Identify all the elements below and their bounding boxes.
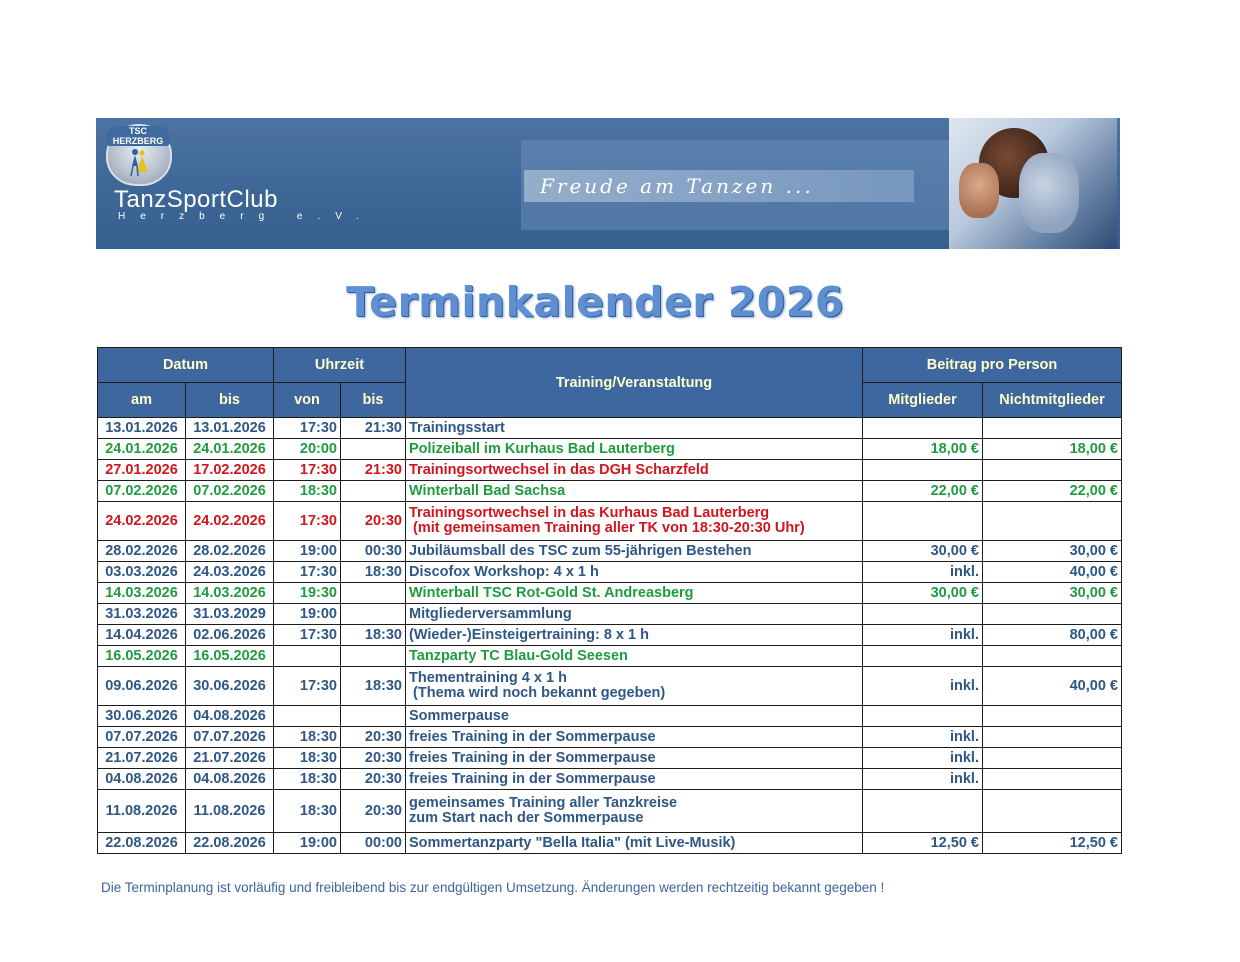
time-to-cell: 20:30	[341, 727, 406, 748]
member-fee-cell: inkl.	[863, 562, 983, 583]
date-to-cell: 02.06.2026	[186, 625, 274, 646]
event-title: Jubiläumsball des TSC zum 55-jährigen Bestehen	[409, 542, 752, 559]
time-to-cell: 20:30	[341, 748, 406, 769]
date-from-cell: 16.05.2026	[98, 646, 186, 667]
dancers-photo	[949, 118, 1117, 249]
date-from-cell: 24.02.2026	[98, 502, 186, 541]
header-training: Training/Veranstaltung	[406, 348, 863, 418]
date-from-cell: 21.07.2026	[98, 748, 186, 769]
event-title: Sommerpause	[409, 707, 509, 724]
slogan: Freude am Tanzen ...	[540, 174, 814, 198]
time-to-cell	[341, 481, 406, 502]
date-to-cell: 24.02.2026	[186, 502, 274, 541]
time-from-cell: 19:30	[274, 583, 341, 604]
date-from-cell: 22.08.2026	[98, 833, 186, 854]
time-to-cell: 18:30	[341, 667, 406, 706]
date-to-cell: 31.03.2029	[186, 604, 274, 625]
member-fee-cell	[863, 502, 983, 541]
time-from-cell: 18:30	[274, 769, 341, 790]
date-from-cell: 13.01.2026	[98, 418, 186, 439]
date-from-cell: 04.08.2026	[98, 769, 186, 790]
header-bis-date: bis	[186, 383, 274, 418]
member-fee-cell: inkl.	[863, 625, 983, 646]
table-row	[98, 562, 1122, 583]
table-row	[98, 790, 1122, 833]
event-note: zum Start nach der Sommerpause	[409, 810, 644, 826]
member-fee-cell: 30,00 €	[863, 583, 983, 604]
table-row	[98, 460, 1122, 481]
date-from-cell: 14.04.2026	[98, 625, 186, 646]
event-title: (Wieder-)Einsteigertraining: 8 x 1 h	[409, 626, 649, 643]
table-row	[98, 667, 1122, 706]
date-to-cell: 24.03.2026	[186, 562, 274, 583]
event-cell	[406, 833, 863, 854]
event-cell	[406, 418, 863, 439]
event-title: freies Training in der Sommerpause	[409, 728, 656, 745]
nonmember-fee-cell: 12,50 €	[983, 833, 1122, 854]
event-cell	[406, 604, 863, 625]
time-from-cell	[274, 706, 341, 727]
event-title: Trainingsstart	[409, 419, 505, 436]
member-fee-cell: inkl.	[863, 769, 983, 790]
member-fee-cell: 30,00 €	[863, 541, 983, 562]
time-to-cell: 20:30	[341, 502, 406, 541]
event-cell	[406, 706, 863, 727]
date-from-cell: 09.06.2026	[98, 667, 186, 706]
nonmember-fee-cell: 22,00 €	[983, 481, 1122, 502]
time-to-cell: 18:30	[341, 562, 406, 583]
event-cell	[406, 502, 863, 541]
date-from-cell: 07.07.2026	[98, 727, 186, 748]
club-subtitle: Herzberg e.V.	[118, 211, 374, 222]
member-fee-cell	[863, 706, 983, 727]
table-row	[98, 418, 1122, 439]
header-uhrzeit: Uhrzeit	[274, 348, 406, 383]
time-to-cell	[341, 439, 406, 460]
time-from-cell: 17:30	[274, 667, 341, 706]
nonmember-fee-cell: 40,00 €	[983, 667, 1122, 706]
table-row	[98, 439, 1122, 460]
date-to-cell: 16.05.2026	[186, 646, 274, 667]
time-to-cell	[341, 604, 406, 625]
event-cell	[406, 790, 863, 833]
date-from-cell: 31.03.2026	[98, 604, 186, 625]
date-from-cell: 24.01.2026	[98, 439, 186, 460]
table-row	[98, 583, 1122, 604]
date-to-cell: 07.07.2026	[186, 727, 274, 748]
date-to-cell: 24.01.2026	[186, 439, 274, 460]
event-title: Trainingsortwechsel in das Kurhaus Bad Lauterberg	[409, 505, 770, 521]
time-to-cell	[341, 583, 406, 604]
member-fee-cell	[863, 460, 983, 481]
event-cell	[406, 460, 863, 481]
header-beitrag: Beitrag pro Person	[863, 348, 1122, 383]
table-row	[98, 769, 1122, 790]
nonmember-fee-cell	[983, 706, 1122, 727]
time-from-cell: 19:00	[274, 833, 341, 854]
nonmember-fee-cell	[983, 604, 1122, 625]
member-fee-cell: inkl.	[863, 727, 983, 748]
time-to-cell: 20:30	[341, 790, 406, 833]
table-row	[98, 706, 1122, 727]
time-to-cell	[341, 646, 406, 667]
date-from-cell: 27.01.2026	[98, 460, 186, 481]
member-fee-cell	[863, 604, 983, 625]
event-title: Sommertanzparty "Bella Italia" (mit Live-Musik)	[409, 834, 736, 851]
dancer-icon	[126, 148, 150, 178]
date-from-cell: 30.06.2026	[98, 706, 186, 727]
event-title: Trainingsortwechsel in das DGH Scharzfeld	[409, 461, 709, 478]
nonmember-fee-cell: 18,00 €	[983, 439, 1122, 460]
time-from-cell: 17:30	[274, 562, 341, 583]
event-cell	[406, 748, 863, 769]
date-to-cell: 04.08.2026	[186, 706, 274, 727]
table-row	[98, 604, 1122, 625]
table-row	[98, 502, 1122, 541]
time-from-cell: 17:30	[274, 418, 341, 439]
member-fee-cell	[863, 646, 983, 667]
member-fee-cell: inkl.	[863, 667, 983, 706]
nonmember-fee-cell: 30,00 €	[983, 541, 1122, 562]
table-row	[98, 646, 1122, 667]
date-to-cell: 30.06.2026	[186, 667, 274, 706]
header-banner	[96, 118, 1120, 249]
event-cell	[406, 562, 863, 583]
event-title: Mitgliederversammlung	[409, 605, 572, 622]
time-to-cell: 18:30	[341, 625, 406, 646]
member-fee-cell: 22,00 €	[863, 481, 983, 502]
time-to-cell: 21:30	[341, 460, 406, 481]
event-title: Discofox Workshop: 4 x 1 h	[409, 563, 599, 580]
header-datum: Datum	[98, 348, 274, 383]
nonmember-fee-cell	[983, 460, 1122, 481]
time-from-cell: 18:30	[274, 727, 341, 748]
time-to-cell: 00:30	[341, 541, 406, 562]
time-from-cell: 18:30	[274, 481, 341, 502]
table-body	[98, 418, 1122, 854]
nonmember-fee-cell	[983, 748, 1122, 769]
time-from-cell: 20:00	[274, 439, 341, 460]
date-to-cell: 04.08.2026	[186, 769, 274, 790]
member-fee-cell	[863, 418, 983, 439]
event-title: freies Training in der Sommerpause	[409, 770, 656, 787]
event-title: Winterball TSC Rot-Gold St. Andreasberg	[409, 584, 694, 601]
nonmember-fee-cell: 40,00 €	[983, 562, 1122, 583]
time-from-cell: 17:30	[274, 460, 341, 481]
header-von: von	[274, 383, 341, 418]
event-cell	[406, 727, 863, 748]
date-to-cell: 13.01.2026	[186, 418, 274, 439]
event-cell	[406, 541, 863, 562]
event-note: (mit gemeinsamen Training aller TK von 18:30-20:30 Uhr)	[409, 520, 805, 536]
photo-shape	[1019, 153, 1079, 233]
event-cell	[406, 769, 863, 790]
member-fee-cell: 12,50 €	[863, 833, 983, 854]
header-am: am	[98, 383, 186, 418]
logo-ribbon: TSC HERZBERG	[106, 126, 170, 146]
time-from-cell	[274, 646, 341, 667]
time-to-cell: 00:00	[341, 833, 406, 854]
member-fee-cell	[863, 790, 983, 833]
club-name: TanzSportClub	[114, 186, 278, 213]
event-cell	[406, 625, 863, 646]
date-to-cell: 28.02.2026	[186, 541, 274, 562]
photo-shape	[959, 163, 999, 218]
event-title: Winterball Bad Sachsa	[409, 482, 566, 499]
date-from-cell: 03.03.2026	[98, 562, 186, 583]
time-from-cell: 17:30	[274, 502, 341, 541]
date-to-cell: 07.02.2026	[186, 481, 274, 502]
header-nichtmitglieder: Nichtmitglieder	[983, 383, 1122, 418]
date-to-cell: 21.07.2026	[186, 748, 274, 769]
table-row	[98, 541, 1122, 562]
events-table	[97, 347, 1122, 854]
event-title: gemeinsames Training aller Tanzkreise	[409, 795, 678, 811]
page-title: Terminkalender 2026	[346, 278, 844, 326]
member-fee-cell: 18,00 €	[863, 439, 983, 460]
nonmember-fee-cell	[983, 646, 1122, 667]
table-row	[98, 625, 1122, 646]
time-to-cell	[341, 706, 406, 727]
event-title: Polizeiball im Kurhaus Bad Lauterberg	[409, 440, 675, 457]
event-title: freies Training in der Sommerpause	[409, 749, 656, 766]
date-from-cell: 11.08.2026	[98, 790, 186, 833]
nonmember-fee-cell	[983, 418, 1122, 439]
header-bis-time: bis	[341, 383, 406, 418]
nonmember-fee-cell	[983, 769, 1122, 790]
time-from-cell: 18:30	[274, 790, 341, 833]
nonmember-fee-cell	[983, 727, 1122, 748]
event-note: (Thema wird noch bekannt gegeben)	[409, 685, 666, 701]
date-to-cell: 17.02.2026	[186, 460, 274, 481]
nonmember-fee-cell	[983, 502, 1122, 541]
time-to-cell: 21:30	[341, 418, 406, 439]
time-from-cell: 19:00	[274, 604, 341, 625]
date-from-cell: 14.03.2026	[98, 583, 186, 604]
table-row	[98, 748, 1122, 769]
date-to-cell: 22.08.2026	[186, 833, 274, 854]
member-fee-cell: inkl.	[863, 748, 983, 769]
event-cell	[406, 439, 863, 460]
event-title: Tanzparty TC Blau-Gold Seesen	[409, 647, 628, 664]
table-row	[98, 833, 1122, 854]
table-row	[98, 481, 1122, 502]
nonmember-fee-cell: 30,00 €	[983, 583, 1122, 604]
event-cell	[406, 481, 863, 502]
time-to-cell: 20:30	[341, 769, 406, 790]
table-row	[98, 727, 1122, 748]
nonmember-fee-cell: 80,00 €	[983, 625, 1122, 646]
header-mitglieder: Mitglieder	[863, 383, 983, 418]
footnote: Die Terminplanung ist vorläufig und freibleibend bis zur endgültigen Umsetzung. Änderungen werden rechtzeitig bekannt gegeben !	[101, 880, 885, 895]
date-to-cell: 11.08.2026	[186, 790, 274, 833]
date-from-cell: 07.02.2026	[98, 481, 186, 502]
time-from-cell: 19:00	[274, 541, 341, 562]
event-cell	[406, 583, 863, 604]
event-title: Thementraining 4 x 1 h	[409, 670, 567, 686]
date-to-cell: 14.03.2026	[186, 583, 274, 604]
nonmember-fee-cell	[983, 790, 1122, 833]
time-from-cell: 17:30	[274, 625, 341, 646]
time-from-cell: 18:30	[274, 748, 341, 769]
date-from-cell: 28.02.2026	[98, 541, 186, 562]
event-cell	[406, 667, 863, 706]
event-cell	[406, 646, 863, 667]
